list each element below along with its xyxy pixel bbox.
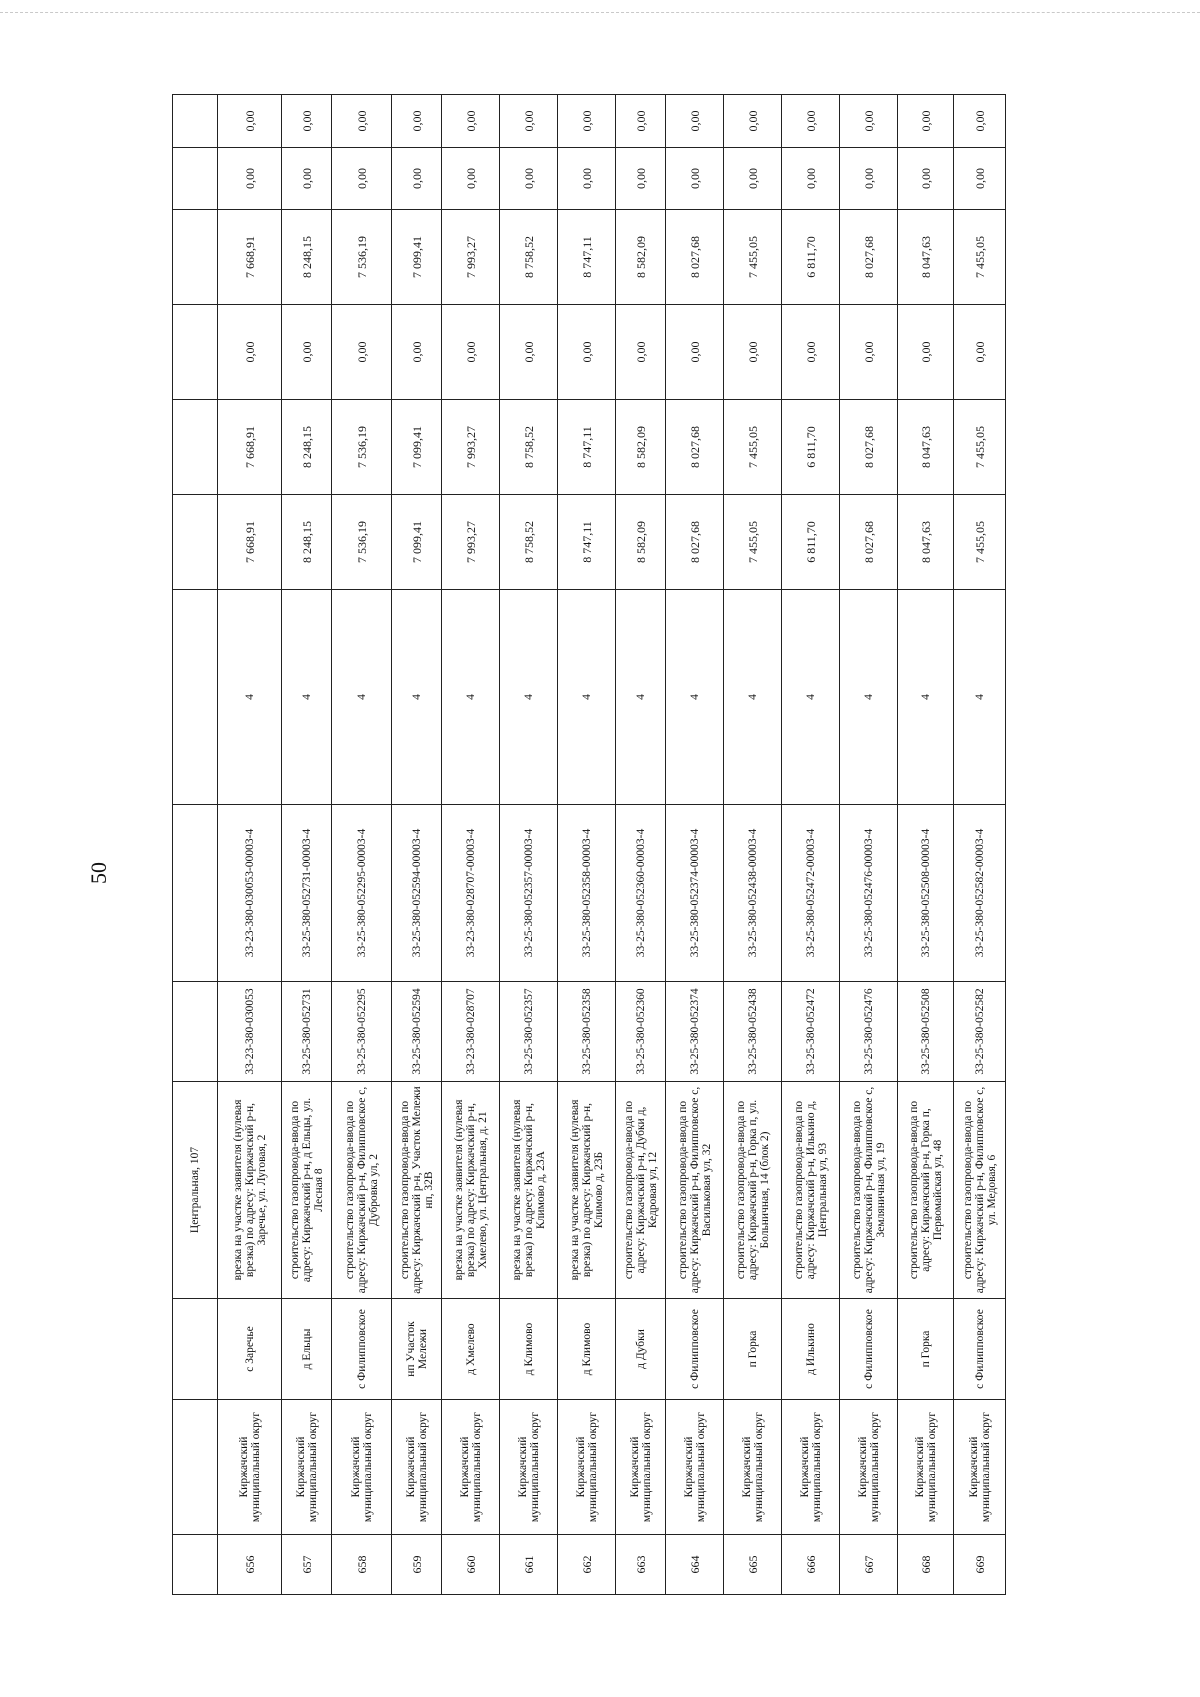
cell-row-number: 662 bbox=[558, 1535, 616, 1595]
table-row bbox=[666, 95, 724, 1595]
cell-description: строительство газопровода-ввода по адресу: Киржачский р-н, Филипповское с, Дубровка ул, 2 bbox=[332, 1082, 392, 1299]
cell-value-4: 8 248,15 bbox=[282, 210, 332, 305]
cell-full-code: 33-25-380-052472-00003-4 bbox=[782, 805, 840, 982]
cell-row-number: 669 bbox=[954, 1535, 1006, 1595]
cell-value-2: 7 455,05 bbox=[724, 400, 782, 495]
cell-value-5: 0,00 bbox=[616, 148, 666, 210]
cell-row-number: 667 bbox=[840, 1535, 898, 1595]
cell-district: Киржачский муниципальный округ bbox=[782, 1400, 840, 1535]
cell-cadastral-code: 33-25-380-052508 bbox=[898, 982, 954, 1082]
cell-full-code: 33-25-380-052731-00003-4 bbox=[282, 805, 332, 982]
cell-value-3: 0,00 bbox=[954, 305, 1006, 400]
cell-empty bbox=[173, 305, 218, 400]
cell-value-4: 7 993,27 bbox=[442, 210, 500, 305]
cell-cadastral-code: 33-25-380-052374 bbox=[666, 982, 724, 1082]
cell-cadastral-code: 33-23-380-028707 bbox=[442, 982, 500, 1082]
cell-value-4: 6 811,70 bbox=[782, 210, 840, 305]
table-row bbox=[898, 95, 954, 1595]
cell-value-5: 0,00 bbox=[782, 148, 840, 210]
cell-value-4: 8 027,68 bbox=[840, 210, 898, 305]
cell-district: Киржачский муниципальный округ bbox=[392, 1400, 442, 1535]
cell-value-3: 0,00 bbox=[332, 305, 392, 400]
cell-value-6: 0,00 bbox=[332, 95, 392, 148]
cell-description: строительство газопровода-ввода по адресу: Киржачский р-н, Филипповское с, Васильковая ул, 32 bbox=[666, 1082, 724, 1299]
cell-full-code: 33-25-380-052357-00003-4 bbox=[500, 805, 558, 982]
cell-cadastral-code: 33-25-380-052472 bbox=[782, 982, 840, 1082]
cell-district: Киржачский муниципальный округ bbox=[218, 1400, 282, 1535]
cell-locality: д Ельцы bbox=[282, 1299, 332, 1400]
cell-value-4: 7 536,19 bbox=[332, 210, 392, 305]
cell-value-4: 8 027,68 bbox=[666, 210, 724, 305]
table-row bbox=[616, 95, 666, 1595]
cell-empty bbox=[173, 400, 218, 495]
table-body bbox=[173, 95, 1006, 1595]
cell-district: Киржачский муниципальный округ bbox=[500, 1400, 558, 1535]
cell-description: врезка на участке заявителя (нулевая врезка) по адресу: Киржачский р-н, Заречье, ул. Луговая, 2 bbox=[218, 1082, 282, 1299]
cell-value-2: 8 047,63 bbox=[898, 400, 954, 495]
cell-description: строительство газопровода-ввода по адресу: Киржачский р-н, Горка п, ул. Больничная, 14 (блок 2) bbox=[724, 1082, 782, 1299]
cell-value-3: 0,00 bbox=[724, 305, 782, 400]
cell-quantity: 4 bbox=[558, 590, 616, 805]
cell-cadastral-code: 33-23-380-030053 bbox=[218, 982, 282, 1082]
cell-value-3: 0,00 bbox=[282, 305, 332, 400]
scan-edge-line bbox=[0, 12, 1200, 13]
cell-quantity: 4 bbox=[500, 590, 558, 805]
cell-value-2: 7 668,91 bbox=[218, 400, 282, 495]
cell-locality: с Филипповское bbox=[666, 1299, 724, 1400]
cell-cadastral-code: 33-25-380-052582 bbox=[954, 982, 1006, 1082]
cell-value-4: 8 047,63 bbox=[898, 210, 954, 305]
cell-value-3: 0,00 bbox=[500, 305, 558, 400]
cell-value-5: 0,00 bbox=[500, 148, 558, 210]
table-row bbox=[282, 95, 332, 1595]
cell-locality: д Климово bbox=[500, 1299, 558, 1400]
cell-quantity: 4 bbox=[332, 590, 392, 805]
cell-value-1: 8 747,11 bbox=[558, 495, 616, 590]
cell-value-1: 8 582,09 bbox=[616, 495, 666, 590]
cell-value-1: 8 248,15 bbox=[282, 495, 332, 590]
cell-value-3: 0,00 bbox=[392, 305, 442, 400]
cell-value-3: 0,00 bbox=[616, 305, 666, 400]
data-table bbox=[172, 94, 1006, 1595]
cell-description: строительство газопровода-ввода по адресу: Киржачский р-н, Филипповское с, Земляничная ул, 19 bbox=[840, 1082, 898, 1299]
table-row bbox=[442, 95, 500, 1595]
cell-value-2: 8 027,68 bbox=[666, 400, 724, 495]
cell-value-1: 6 811,70 bbox=[782, 495, 840, 590]
cell-row-number: 668 bbox=[898, 1535, 954, 1595]
cell-value-1: 8 047,63 bbox=[898, 495, 954, 590]
cell-value-6: 0,00 bbox=[282, 95, 332, 148]
cell-locality: п Горка bbox=[724, 1299, 782, 1400]
cell-value-5: 0,00 bbox=[840, 148, 898, 210]
cell-value-1: 7 668,91 bbox=[218, 495, 282, 590]
cell-row-number: 664 bbox=[666, 1535, 724, 1595]
cell-empty bbox=[173, 1535, 218, 1595]
rotated-table-container bbox=[172, 95, 1092, 1595]
cell-value-4: 7 455,05 bbox=[724, 210, 782, 305]
cell-empty bbox=[173, 1400, 218, 1535]
cell-cadastral-code: 33-25-380-052357 bbox=[500, 982, 558, 1082]
cell-quantity: 4 bbox=[724, 590, 782, 805]
table-row bbox=[558, 95, 616, 1595]
cell-row-number: 658 bbox=[332, 1535, 392, 1595]
cell-district: Киржачский муниципальный округ bbox=[724, 1400, 782, 1535]
cell-locality: с Филипповское bbox=[840, 1299, 898, 1400]
cell-quantity: 4 bbox=[218, 590, 282, 805]
cell-full-code: 33-23-380-028707-00003-4 bbox=[442, 805, 500, 982]
cell-value-6: 0,00 bbox=[782, 95, 840, 148]
cell-cadastral-code: 33-25-380-052295 bbox=[332, 982, 392, 1082]
cell-full-code: 33-25-380-052295-00003-4 bbox=[332, 805, 392, 982]
cell-quantity: 4 bbox=[442, 590, 500, 805]
cell-description: врезка на участке заявителя (нулевая врезка) по адресу: Киржачский р-н, Хмелево, ул. Центральная, д. 21 bbox=[442, 1082, 500, 1299]
cell-value-2: 7 536,19 bbox=[332, 400, 392, 495]
cell-row-number: 656 bbox=[218, 1535, 282, 1595]
cell-value-2: 7 099,41 bbox=[392, 400, 442, 495]
table-row bbox=[954, 95, 1006, 1595]
cell-description: строительство газопровода-ввода по адресу: Киржачский р-н, Горка п, Первомайская ул, 48 bbox=[898, 1082, 954, 1299]
cell-row-number: 665 bbox=[724, 1535, 782, 1595]
cell-row-number: 660 bbox=[442, 1535, 500, 1595]
cell-value-4: 7 455,05 bbox=[954, 210, 1006, 305]
cell-value-6: 0,00 bbox=[898, 95, 954, 148]
cell-full-code: 33-25-380-052358-00003-4 bbox=[558, 805, 616, 982]
cell-value-5: 0,00 bbox=[282, 148, 332, 210]
cell-value-2: 8 027,68 bbox=[840, 400, 898, 495]
cell-quantity: 4 bbox=[782, 590, 840, 805]
cell-value-6: 0,00 bbox=[724, 95, 782, 148]
cell-value-6: 0,00 bbox=[666, 95, 724, 148]
cell-value-5: 0,00 bbox=[898, 148, 954, 210]
cell-value-2: 7 455,05 bbox=[954, 400, 1006, 495]
cell-value-5: 0,00 bbox=[392, 148, 442, 210]
cell-empty bbox=[173, 495, 218, 590]
cell-district: Киржачский муниципальный округ bbox=[558, 1400, 616, 1535]
cell-full-code: 33-25-380-052360-00003-4 bbox=[616, 805, 666, 982]
cell-value-5: 0,00 bbox=[666, 148, 724, 210]
cell-value-3: 0,00 bbox=[442, 305, 500, 400]
cell-empty bbox=[173, 982, 218, 1082]
cell-value-1: 8 027,68 bbox=[666, 495, 724, 590]
cell-cadastral-code: 33-25-380-052594 bbox=[392, 982, 442, 1082]
cell-value-5: 0,00 bbox=[218, 148, 282, 210]
cell-quantity: 4 bbox=[954, 590, 1006, 805]
cell-district: Киржачский муниципальный округ bbox=[666, 1400, 724, 1535]
cell-value-2: 8 758,52 bbox=[500, 400, 558, 495]
cell-value-6: 0,00 bbox=[500, 95, 558, 148]
cell-row-number: 666 bbox=[782, 1535, 840, 1595]
cell-value-2: 7 993,27 bbox=[442, 400, 500, 495]
cell-value-1: 7 099,41 bbox=[392, 495, 442, 590]
cell-value-5: 0,00 bbox=[442, 148, 500, 210]
cell-locality: д Климово bbox=[558, 1299, 616, 1400]
cell-description: врезка на участке заявителя (нулевая врезка) по адресу: Киржачский р-н, Климово д, 23А bbox=[500, 1082, 558, 1299]
cell-quantity: 4 bbox=[666, 590, 724, 805]
cell-description: строительство газопровода-ввода по адресу: Киржачский р-н, д Ельцы, ул. Лесная 8 bbox=[282, 1082, 332, 1299]
cell-value-3: 0,00 bbox=[898, 305, 954, 400]
cell-empty bbox=[173, 95, 218, 148]
cell-value-6: 0,00 bbox=[616, 95, 666, 148]
cell-value-4: 8 758,52 bbox=[500, 210, 558, 305]
cell-full-code: 33-25-380-052476-00003-4 bbox=[840, 805, 898, 982]
cell-value-2: 8 248,15 bbox=[282, 400, 332, 495]
cell-value-5: 0,00 bbox=[954, 148, 1006, 210]
cell-row-number: 659 bbox=[392, 1535, 442, 1595]
cell-value-4: 7 668,91 bbox=[218, 210, 282, 305]
cell-cadastral-code: 33-25-380-052731 bbox=[282, 982, 332, 1082]
table-row bbox=[332, 95, 392, 1595]
cell-value-4: 8 582,09 bbox=[616, 210, 666, 305]
cell-value-1: 7 455,05 bbox=[724, 495, 782, 590]
cell-locality: д Дубки bbox=[616, 1299, 666, 1400]
cell-value-5: 0,00 bbox=[558, 148, 616, 210]
table-row bbox=[218, 95, 282, 1595]
cell-district: Киржачский муниципальный округ bbox=[282, 1400, 332, 1535]
cell-value-2: 6 811,70 bbox=[782, 400, 840, 495]
cell-value-6: 0,00 bbox=[218, 95, 282, 148]
cell-description: врезка на участке заявителя (нулевая врезка) по адресу: Киржачский р-н, Климово д, 23Б bbox=[558, 1082, 616, 1299]
cell-locality: с Филипповское bbox=[332, 1299, 392, 1400]
cell-empty bbox=[173, 210, 218, 305]
cell-full-code: 33-25-380-052374-00003-4 bbox=[666, 805, 724, 982]
cell-value-2: 8 582,09 bbox=[616, 400, 666, 495]
cell-value-6: 0,00 bbox=[392, 95, 442, 148]
cell-value-5: 0,00 bbox=[724, 148, 782, 210]
cell-empty bbox=[173, 805, 218, 982]
cell-locality: нп Участок Мележи bbox=[392, 1299, 442, 1400]
cell-empty bbox=[173, 1299, 218, 1400]
cell-quantity: 4 bbox=[840, 590, 898, 805]
cell-district: Киржачский муниципальный округ bbox=[616, 1400, 666, 1535]
cell-quantity: 4 bbox=[898, 590, 954, 805]
cell-full-code: 33-25-380-052508-00003-4 bbox=[898, 805, 954, 982]
cell-value-6: 0,00 bbox=[954, 95, 1006, 148]
cell-description: строительство газопровода-ввода по адресу: Киржачский р-н, Дубки д, Кедровая ул, 12 bbox=[616, 1082, 666, 1299]
cell-value-2: 8 747,11 bbox=[558, 400, 616, 495]
cell-district: Киржачский муниципальный округ bbox=[954, 1400, 1006, 1535]
cell-value-3: 0,00 bbox=[782, 305, 840, 400]
cell-description: строительство газопровода-ввода по адресу: Киржачский р-н, Участок Мележи нп, 32В bbox=[392, 1082, 442, 1299]
cell-full-code: 33-25-380-052594-00003-4 bbox=[392, 805, 442, 982]
table-row bbox=[782, 95, 840, 1595]
cell-full-code: 33-25-380-052438-00003-4 bbox=[724, 805, 782, 982]
cell-address-continuation: Центральная, 107 bbox=[173, 1082, 218, 1299]
cell-value-3: 0,00 bbox=[666, 305, 724, 400]
cell-cadastral-code: 33-25-380-052358 bbox=[558, 982, 616, 1082]
cell-quantity: 4 bbox=[616, 590, 666, 805]
cell-row-number: 661 bbox=[500, 1535, 558, 1595]
cell-locality: п Горка bbox=[898, 1299, 954, 1400]
cell-row-number: 657 bbox=[282, 1535, 332, 1595]
table-row-continuation bbox=[173, 95, 218, 1595]
cell-quantity: 4 bbox=[392, 590, 442, 805]
cell-cadastral-code: 33-25-380-052360 bbox=[616, 982, 666, 1082]
cell-description: строительство газопровода-ввода по адресу: Киржачский р-н, Филипповское с, ул. Медовая, 6 bbox=[954, 1082, 1006, 1299]
cell-district: Киржачский муниципальный округ bbox=[332, 1400, 392, 1535]
cell-district: Киржачский муниципальный округ bbox=[442, 1400, 500, 1535]
cell-cadastral-code: 33-25-380-052438 bbox=[724, 982, 782, 1082]
cell-cadastral-code: 33-25-380-052476 bbox=[840, 982, 898, 1082]
cell-value-6: 0,00 bbox=[558, 95, 616, 148]
table-row bbox=[500, 95, 558, 1595]
cell-full-code: 33-23-380-030053-00003-4 bbox=[218, 805, 282, 982]
cell-row-number: 663 bbox=[616, 1535, 666, 1595]
cell-description: строительство газопровода-ввода по адресу: Киржачский р-н, Илькино д, Центральная ул, 93 bbox=[782, 1082, 840, 1299]
table-row bbox=[724, 95, 782, 1595]
cell-value-3: 0,00 bbox=[558, 305, 616, 400]
cell-locality: д Хмелево bbox=[442, 1299, 500, 1400]
cell-value-1: 7 993,27 bbox=[442, 495, 500, 590]
cell-value-1: 8 027,68 bbox=[840, 495, 898, 590]
cell-value-1: 7 455,05 bbox=[954, 495, 1006, 590]
cell-value-5: 0,00 bbox=[332, 148, 392, 210]
cell-value-1: 8 758,52 bbox=[500, 495, 558, 590]
cell-full-code: 33-25-380-052582-00003-4 bbox=[954, 805, 1006, 982]
cell-district: Киржачский муниципальный округ bbox=[898, 1400, 954, 1535]
cell-value-6: 0,00 bbox=[442, 95, 500, 148]
table-row bbox=[392, 95, 442, 1595]
cell-value-6: 0,00 bbox=[840, 95, 898, 148]
cell-value-4: 8 747,11 bbox=[558, 210, 616, 305]
page-number: 50 bbox=[86, 862, 111, 884]
table-row bbox=[840, 95, 898, 1595]
cell-value-3: 0,00 bbox=[218, 305, 282, 400]
cell-locality: с Заречье bbox=[218, 1299, 282, 1400]
cell-locality: с Филипповское bbox=[954, 1299, 1006, 1400]
cell-value-3: 0,00 bbox=[840, 305, 898, 400]
cell-district: Киржачский муниципальный округ bbox=[840, 1400, 898, 1535]
cell-empty bbox=[173, 148, 218, 210]
cell-locality: д Илькино bbox=[782, 1299, 840, 1400]
cell-empty bbox=[173, 590, 218, 805]
cell-quantity: 4 bbox=[282, 590, 332, 805]
cell-value-1: 7 536,19 bbox=[332, 495, 392, 590]
cell-value-4: 7 099,41 bbox=[392, 210, 442, 305]
